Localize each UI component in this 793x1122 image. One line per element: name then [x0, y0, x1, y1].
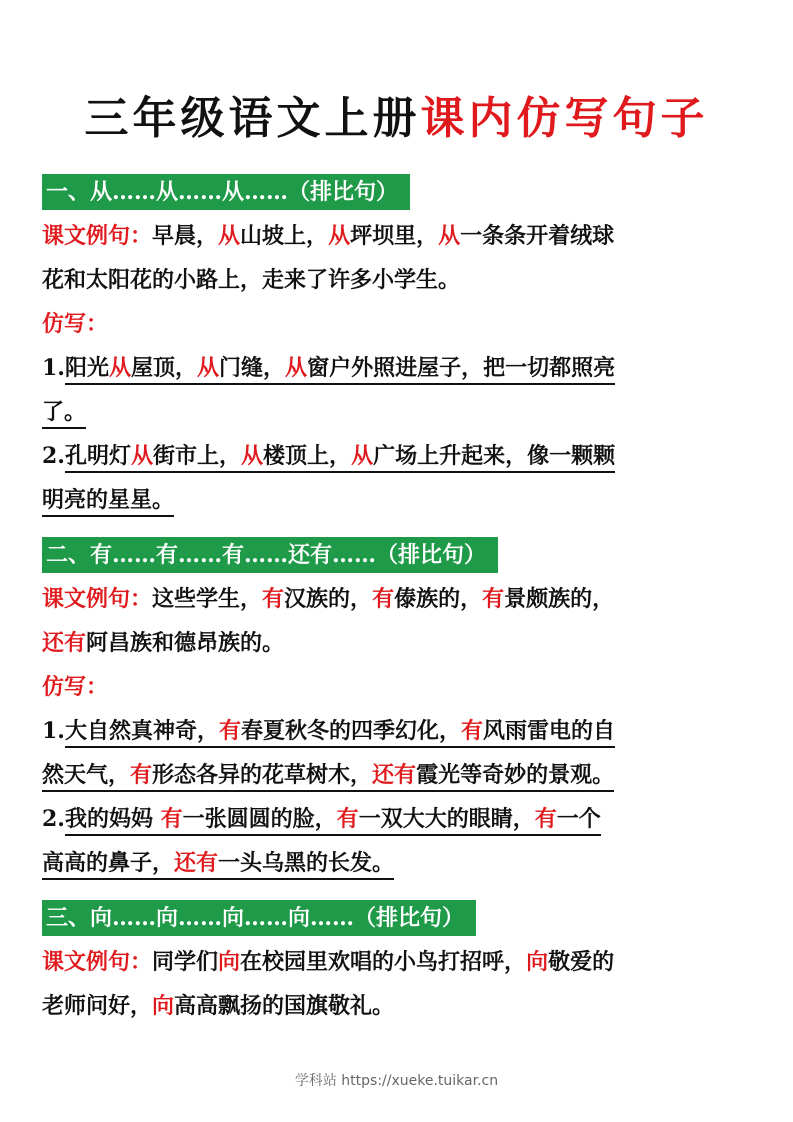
sentence-text: 高高的鼻子，: [42, 850, 174, 880]
example-line: [42, 984, 752, 1028]
imitate-label: 仿写：: [42, 311, 109, 337]
sentence-text: 敬爱的: [548, 949, 615, 975]
sentence-text: 1.: [42, 718, 65, 744]
keyword-text: 有: [372, 586, 395, 612]
imitate-label: 仿写：: [42, 674, 109, 700]
section-body: [42, 940, 752, 1028]
keyword-text: 还有: [42, 630, 87, 656]
sentence-text: 屋顶，: [131, 355, 197, 385]
keyword-text: 还有: [372, 762, 416, 792]
keyword-text: 从: [438, 223, 461, 249]
example-label: 课文例句：: [42, 223, 153, 249]
sentence-text: 一头乌黑的长发。: [218, 850, 394, 880]
sentence-text: 阳光: [65, 355, 109, 385]
keyword-text: 从: [197, 355, 219, 385]
imitation-line: [42, 434, 752, 478]
imitation-line: [42, 390, 752, 434]
section-1: [42, 174, 752, 522]
keyword-text: 有: [535, 806, 557, 836]
sentence-text: 1.: [42, 355, 65, 381]
sentence-text: 霞光等奇妙的景观。: [416, 762, 614, 792]
sentence-text: 山坡上，: [240, 223, 329, 249]
sentence-text: 坪坝里，: [350, 223, 439, 249]
keyword-text: 从: [109, 355, 131, 385]
sentence-text: 阿昌族和德昂族的。: [86, 630, 285, 656]
keyword-text: 有: [337, 806, 359, 836]
keyword-text: 从: [328, 223, 351, 249]
example-line: [42, 214, 752, 258]
section-body: [42, 577, 752, 885]
keyword-text: 从: [241, 443, 263, 473]
sentence-text: 广场上升起来，像一颗颗: [373, 443, 615, 473]
sentence-text: 然天气，: [42, 762, 130, 792]
section-2: [42, 537, 752, 885]
sentence-text: 孔明灯: [65, 443, 131, 473]
sentence-text: 春夏秋冬的四季幻化，: [241, 718, 461, 748]
sentence-text: 汉族的，: [284, 586, 373, 612]
example-line: [42, 621, 752, 665]
sentence-text: 在校园里欢唱的小鸟打招呼，: [240, 949, 527, 975]
example-line: [42, 258, 752, 302]
sentence-text: 傣族的，: [394, 586, 483, 612]
sentence-text: 一张圆圆的脸，: [183, 806, 337, 836]
sentence-text: 景颇族的，: [504, 586, 615, 612]
imitation-line: [42, 346, 752, 390]
sentence-text: 一个: [557, 806, 601, 836]
keyword-text: 有: [161, 806, 183, 836]
section-header: 一、从……从……从……（排比句）: [42, 174, 410, 210]
sentence-text: 老师问好，: [42, 993, 153, 1019]
sentence-text: 窗户外照进屋子，把一切都照亮: [307, 355, 615, 385]
section-header: 三、向……向……向……向……（排比句）: [42, 900, 476, 936]
keyword-text: 从: [285, 355, 307, 385]
sentence-text: 同学们: [152, 949, 219, 975]
example-label: 课文例句：: [42, 586, 153, 612]
sentence-text: 大自然真神奇，: [65, 718, 219, 748]
keyword-text: 有: [482, 586, 505, 612]
sentence-text: 楼顶上，: [263, 443, 351, 473]
section-header: 二、有……有……有……还有……（排比句）: [42, 537, 498, 573]
example-line: [42, 577, 752, 621]
section-body: [42, 214, 752, 522]
sentence-text: 明亮的星星。: [42, 487, 174, 517]
footer-watermark: 学科站 https://xueke.tuikar.cn: [294, 1073, 499, 1089]
sentence-text: 一双大大的眼睛，: [359, 806, 535, 836]
keyword-text: 向: [218, 949, 241, 975]
sentence-text: 高高飘扬的国旗敬礼。: [174, 993, 395, 1019]
keyword-text: 有: [130, 762, 152, 792]
keyword-text: 从: [351, 443, 373, 473]
imitation-line: [42, 753, 752, 797]
sentence-text: 早晨，: [152, 223, 219, 249]
sentence-text: 一条条开着绒球: [460, 223, 615, 249]
keyword-text: 有: [461, 718, 483, 748]
keyword-text: 还有: [174, 850, 218, 880]
keyword-text: 有: [262, 586, 285, 612]
sentence-text: 形态各异的花草树木，: [152, 762, 372, 792]
sentence-text: 我的妈妈: [65, 806, 161, 836]
section-3: [42, 900, 752, 1028]
imitation-line: [42, 797, 752, 841]
keyword-text: 从: [131, 443, 153, 473]
example-label: 课文例句：: [42, 949, 153, 975]
keyword-text: 有: [219, 718, 241, 748]
imitation-line: [42, 478, 752, 522]
sentence-text: 风雨雷电的自: [483, 718, 615, 748]
keyword-text: 向: [152, 993, 175, 1019]
keyword-text: 从: [218, 223, 241, 249]
sentence-text: 2.: [42, 443, 65, 469]
example-line: [42, 940, 752, 984]
title-black: 三年级语文上册: [84, 93, 421, 144]
page-title: [0, 82, 793, 146]
imitation-line: [42, 709, 752, 753]
sentence-text: 门缝，: [219, 355, 285, 385]
keyword-text: 向: [526, 949, 549, 975]
sentence-text: 2.: [42, 806, 65, 832]
sentence-text: 这些学生，: [152, 586, 263, 612]
sentence-text: 了。: [42, 399, 86, 429]
sentence-text: 花和太阳花的小路上，走来了许多小学生。: [42, 267, 461, 293]
sentence-text: 街市上，: [153, 443, 241, 473]
imitation-line: [42, 841, 752, 885]
title-red: 课内仿写句子: [420, 93, 709, 144]
